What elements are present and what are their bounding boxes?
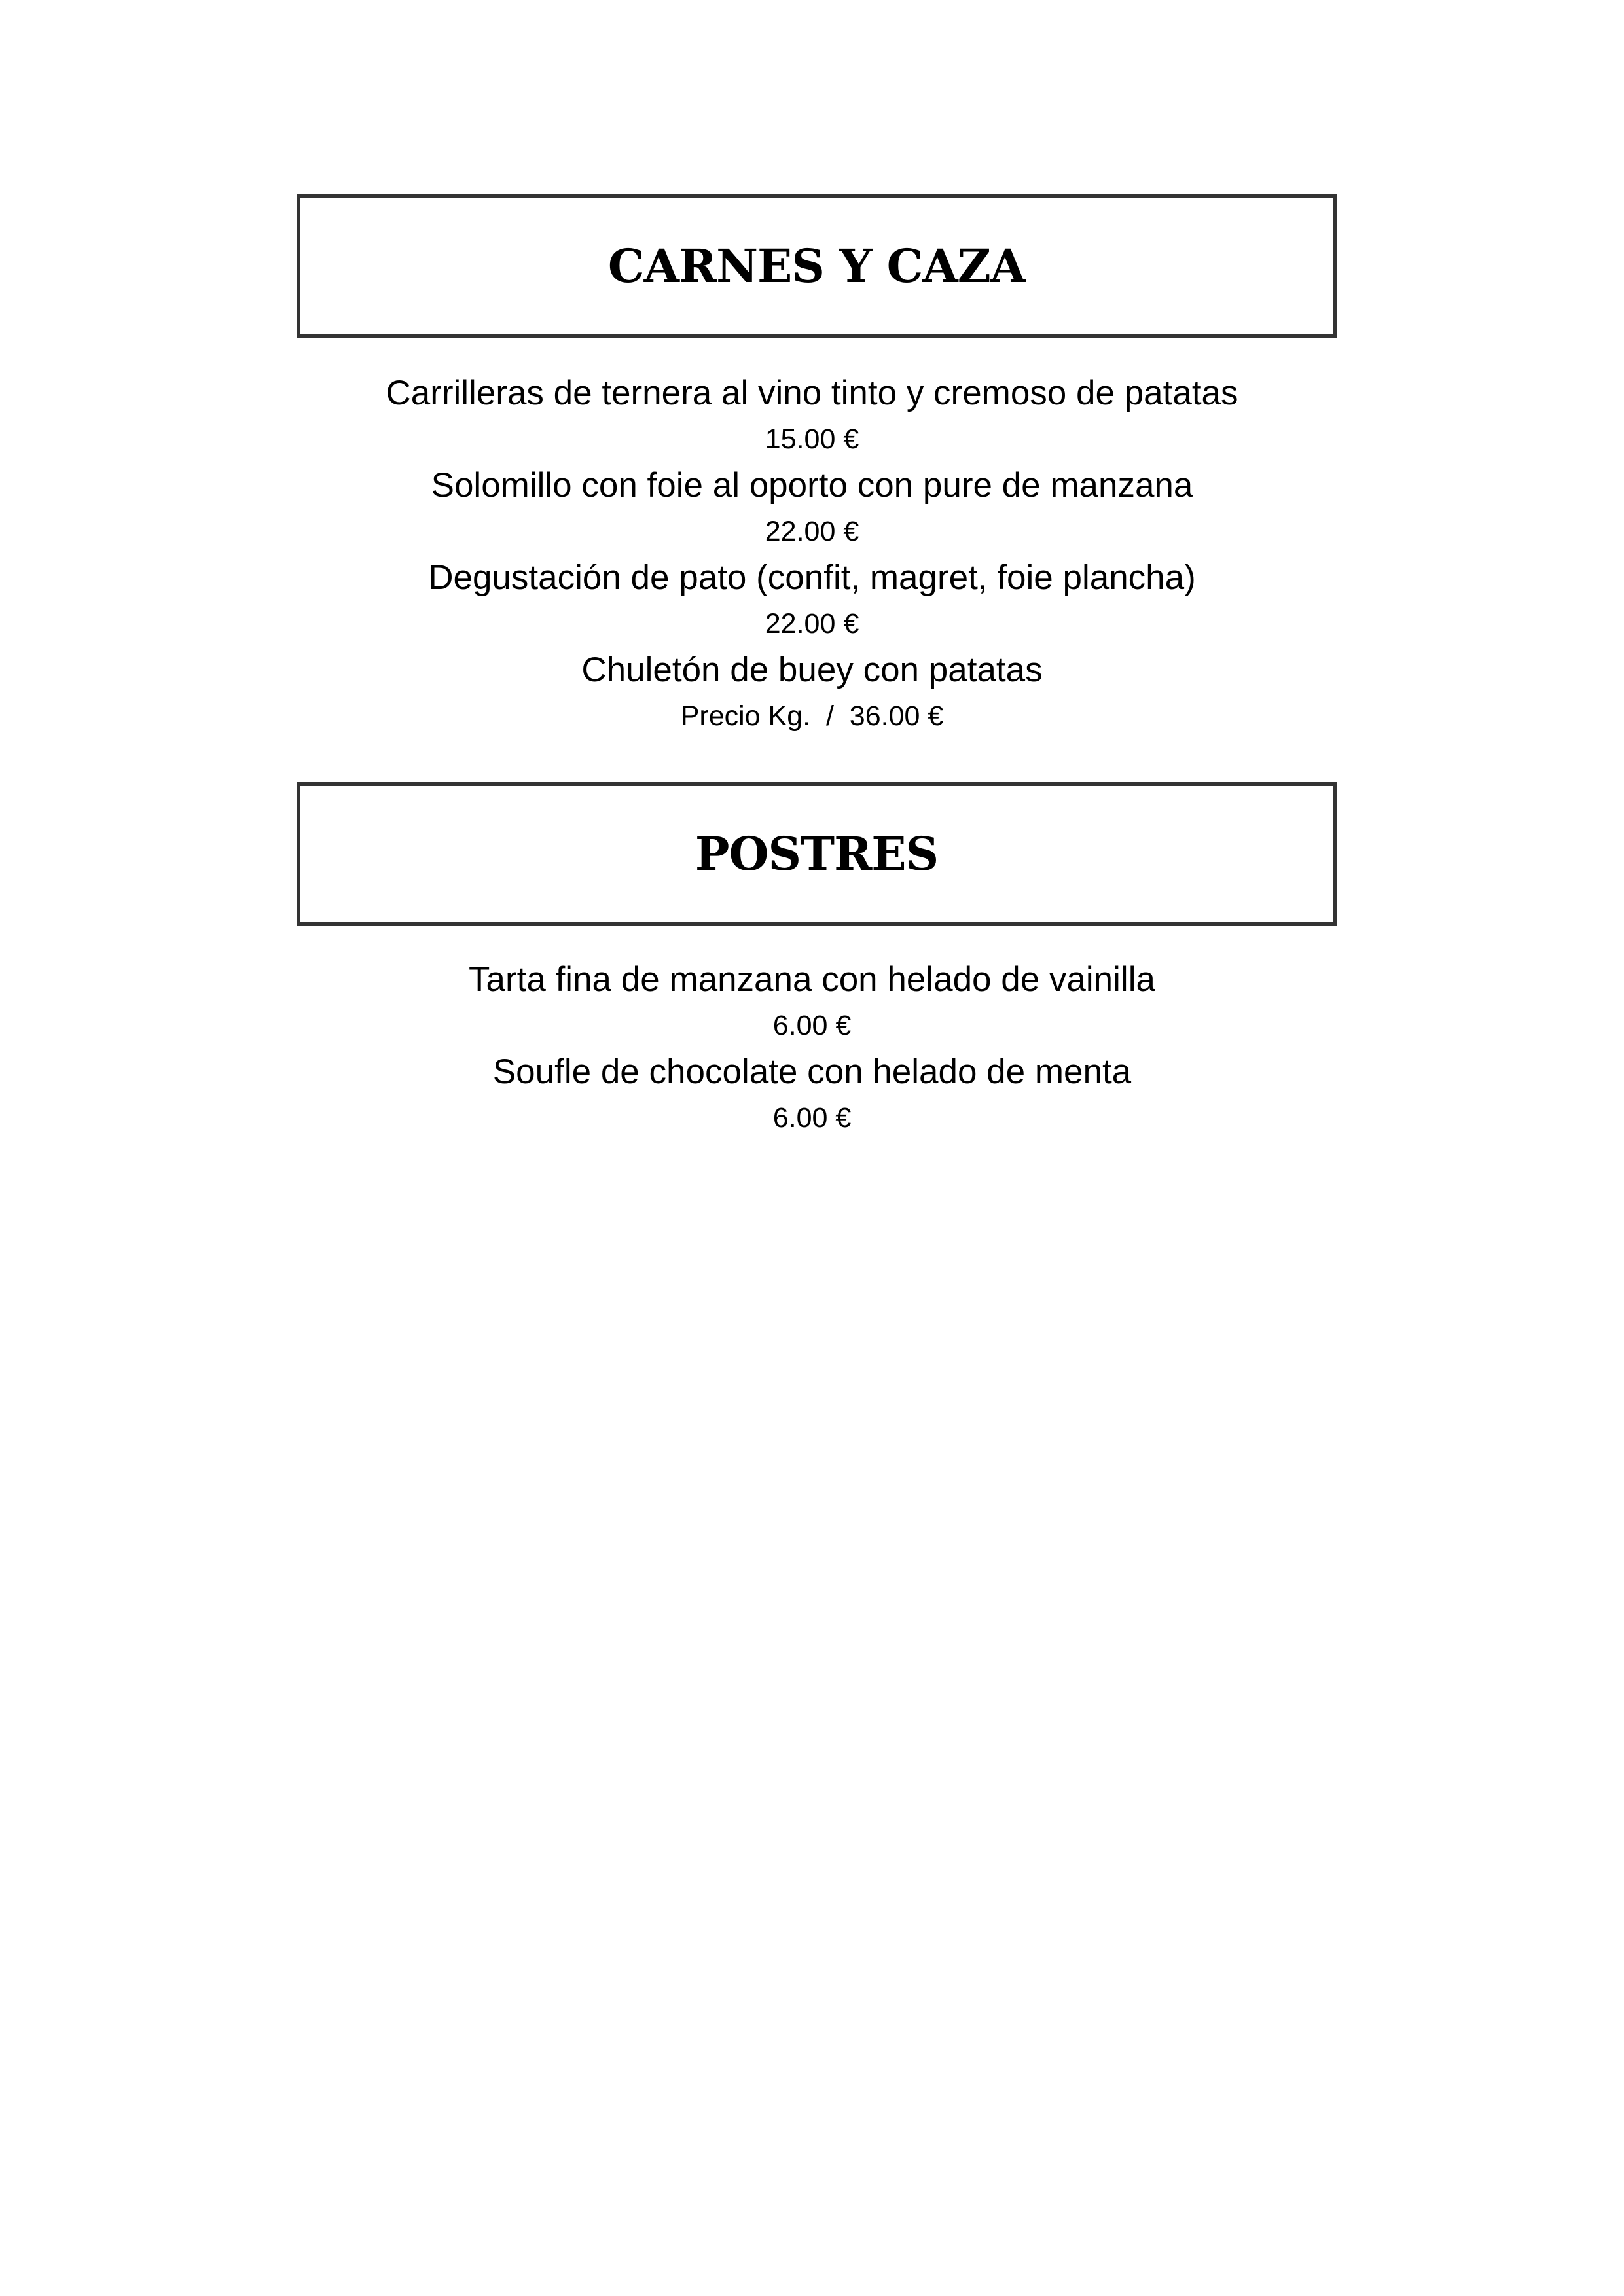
menu-item-price: 6.00 € [772, 1102, 852, 1134]
menu-item [0, 958, 1624, 1050]
menu-item [0, 1050, 1624, 1143]
menu-item-name: Degustación de pato (confit, magret, foie plancha) [428, 558, 1196, 597]
menu-item-name: Soufle de chocolate con helado de menta [492, 1052, 1132, 1091]
menu-item [0, 372, 1624, 464]
section-title: CARNES Y CAZA [607, 239, 1026, 293]
menu-item-name: Chuletón de buey con patatas [581, 651, 1043, 689]
menu-item-price: 6.00 € [772, 1010, 852, 1041]
section-header-carnes [297, 194, 1337, 338]
menu-item-price: 15.00 € [765, 423, 859, 455]
menu-item-name: Tarta fina de manzana con helado de vainilla [469, 960, 1155, 999]
menu-item-name: Carrilleras de ternera al vino tinto y cremoso de patatas [386, 374, 1238, 412]
menu-list-postres [0, 958, 1624, 1143]
menu-item [0, 464, 1624, 556]
menu-list-carnes [0, 372, 1624, 741]
menu-item-name: Solomillo con foie al oporto con pure de manzana [431, 466, 1193, 505]
menu-item [0, 649, 1624, 741]
menu-item-price: 22.00 € [765, 516, 859, 547]
menu-item-price: Precio Kg. / 36.00 € [680, 700, 944, 732]
section-header-postres [297, 782, 1337, 926]
section-title: POSTRES [695, 827, 939, 881]
menu-item-price: 22.00 € [765, 608, 859, 639]
menu-item [0, 556, 1624, 649]
